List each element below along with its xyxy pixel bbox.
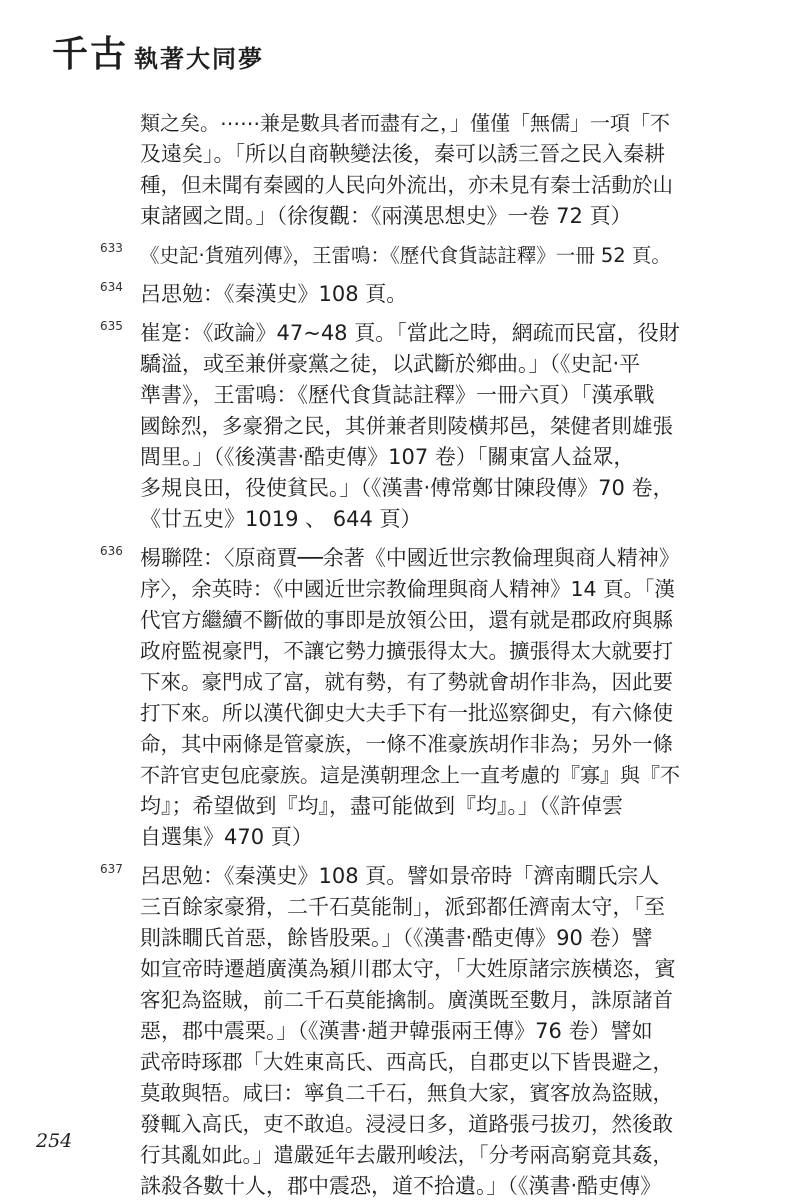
footnote-text — [140, 861, 680, 1202]
text-line: 武帝時琢郡「大姓東高氏、西高氏，自郡吏以下皆畏避之， — [140, 1050, 673, 1074]
footnote-text — [140, 279, 680, 310]
footnote-text — [140, 543, 680, 853]
text-line: 閭里。」（《後漢書‧酷吏傳》107 卷）「關東富人益眾， — [140, 445, 635, 469]
text-line: 及遠矣」。「所以自商鞅變法後，秦可以誘三晉之民入秦耕 — [140, 142, 665, 166]
text-line: 均』；希望做到『均』，盡可能做到『均』。」（《許倬雲 — [140, 794, 623, 818]
text-line: 類之矣。⋯⋯兼是數具者而盡有之，」僅僅「無儒」一項「不 — [140, 111, 670, 135]
book-title-sub: 執著大同夢 — [134, 44, 265, 73]
text-line: 崔寔：《政論》47~48 頁。「當此之時，網疏而民富，役財 — [140, 321, 680, 345]
text-line: 自選集》470 頁） — [140, 825, 313, 849]
text-line: 惡，郡中震栗。」（《漢書‧趙尹韓張兩王傳》76 卷）譬如 — [140, 1019, 653, 1043]
text-line: 呂思勉：《秦漢史》108 頁。 — [140, 282, 408, 306]
text-line: 政府監視豪門，不讓它勢力擴張得太大。擴張得太大就要打 — [140, 639, 673, 663]
intro-paragraph — [140, 108, 680, 232]
page-number: 254 — [36, 1130, 73, 1152]
footnote-number: 635 — [100, 319, 123, 333]
footnote-list — [100, 240, 680, 1202]
footnote — [100, 318, 680, 535]
page-body — [100, 108, 680, 1202]
text-line: 《廿五史》1019 、 644 頁） — [140, 507, 422, 531]
text-line: 命，其中兩條是管豪族，一條不准豪族胡作非為；另外一條 — [140, 732, 673, 756]
footnote-number: 637 — [100, 862, 123, 876]
text-line: 驕溢，或至兼併豪黨之徒，以武斷於鄉曲。」（《史記‧平 — [140, 352, 641, 376]
text-line: 不許官吏包庇豪族。這是漢朝理念上一直考慮的『寡』與『不 — [140, 763, 680, 787]
footnote-text — [140, 240, 680, 271]
text-line: 打下來。所以漢代御史大夫手下有一批巡察御史，有六條使 — [140, 701, 673, 725]
footnote — [100, 240, 680, 271]
text-line: 呂思勉：《秦漢史》108 頁。譬如景帝時「濟南瞯氏宗人 — [140, 864, 660, 888]
text-line: 客犯為盜賊，前二千石莫能擒制。廣漢既至數月，誅原諸首 — [140, 988, 673, 1012]
footnote-number: 636 — [100, 544, 123, 558]
text-line: 誅殺各數十人，郡中震恐，道不拾遺。」（《漢書‧酷吏傳》 — [140, 1174, 662, 1198]
running-header — [52, 32, 264, 76]
footnote — [100, 543, 680, 853]
text-line: 東諸國之間。」（徐復觀：《兩漢思想史》一卷 72 頁） — [140, 204, 632, 228]
text-line: 如宣帝時遷趙廣漢為潁川郡太守，「大姓原諸宗族橫恣，賓 — [140, 957, 676, 981]
text-line: 三百餘家豪猾，二千石莫能制」，派郅都任濟南太守，「至 — [140, 895, 665, 919]
text-line: 楊聯陞：〈原商賈──余著《中國近世宗教倫理與商人精神》 — [140, 546, 680, 570]
footnote-number: 634 — [100, 280, 123, 294]
text-line: 代官方繼續不斷做的事即是放領公田，還有就是郡政府與縣 — [140, 608, 673, 632]
text-line: 莫敢與牾。咸曰：寧負二千石，無負大家，賓客放為盜賊， — [140, 1081, 673, 1105]
text-line: 下來。豪門成了富，就有勢，有了勢就會胡作非為，因此要 — [140, 670, 673, 694]
text-line: 發輒入高氏，吏不敢追。浸浸日多，道路張弓拔刃，然後敢 — [140, 1112, 673, 1136]
text-line: 行其亂如此。」遣嚴延年去嚴刑峻法，「分考兩高窮竟其姦， — [140, 1143, 673, 1167]
footnote-text — [140, 318, 680, 535]
text-line: 種，但未聞有秦國的人民向外流出，亦未見有秦士活動於山 — [140, 173, 673, 197]
text-line: 國餘烈，多豪猾之民，其併兼者則陵橫邦邑，桀健者則雄張 — [140, 414, 673, 438]
footnote — [100, 279, 680, 310]
text-line: 《史記‧貨殖列傳》，王雷鳴：《歷代食貨誌註釋》一冊 52 頁。 — [140, 244, 671, 267]
text-line: 準書》，王雷鳴：《歷代食貨誌註釋》一冊六頁）「漢承戰 — [140, 383, 655, 407]
text-line: 多規良田，役使貧民。」（《漢書‧傅常鄭甘陳段傳》70 卷， — [140, 476, 674, 500]
footnote — [100, 861, 680, 1202]
footnote-number: 633 — [100, 241, 123, 255]
book-title-main: 千古 — [52, 33, 129, 75]
text-line: 則誅瞯氏首惡，餘皆股栗。」（《漢書‧酷吏傳》90 卷）譬 — [140, 926, 653, 950]
text-line: 序〉，余英時：《中國近世宗教倫理與商人精神》14 頁。「漢 — [140, 577, 675, 601]
